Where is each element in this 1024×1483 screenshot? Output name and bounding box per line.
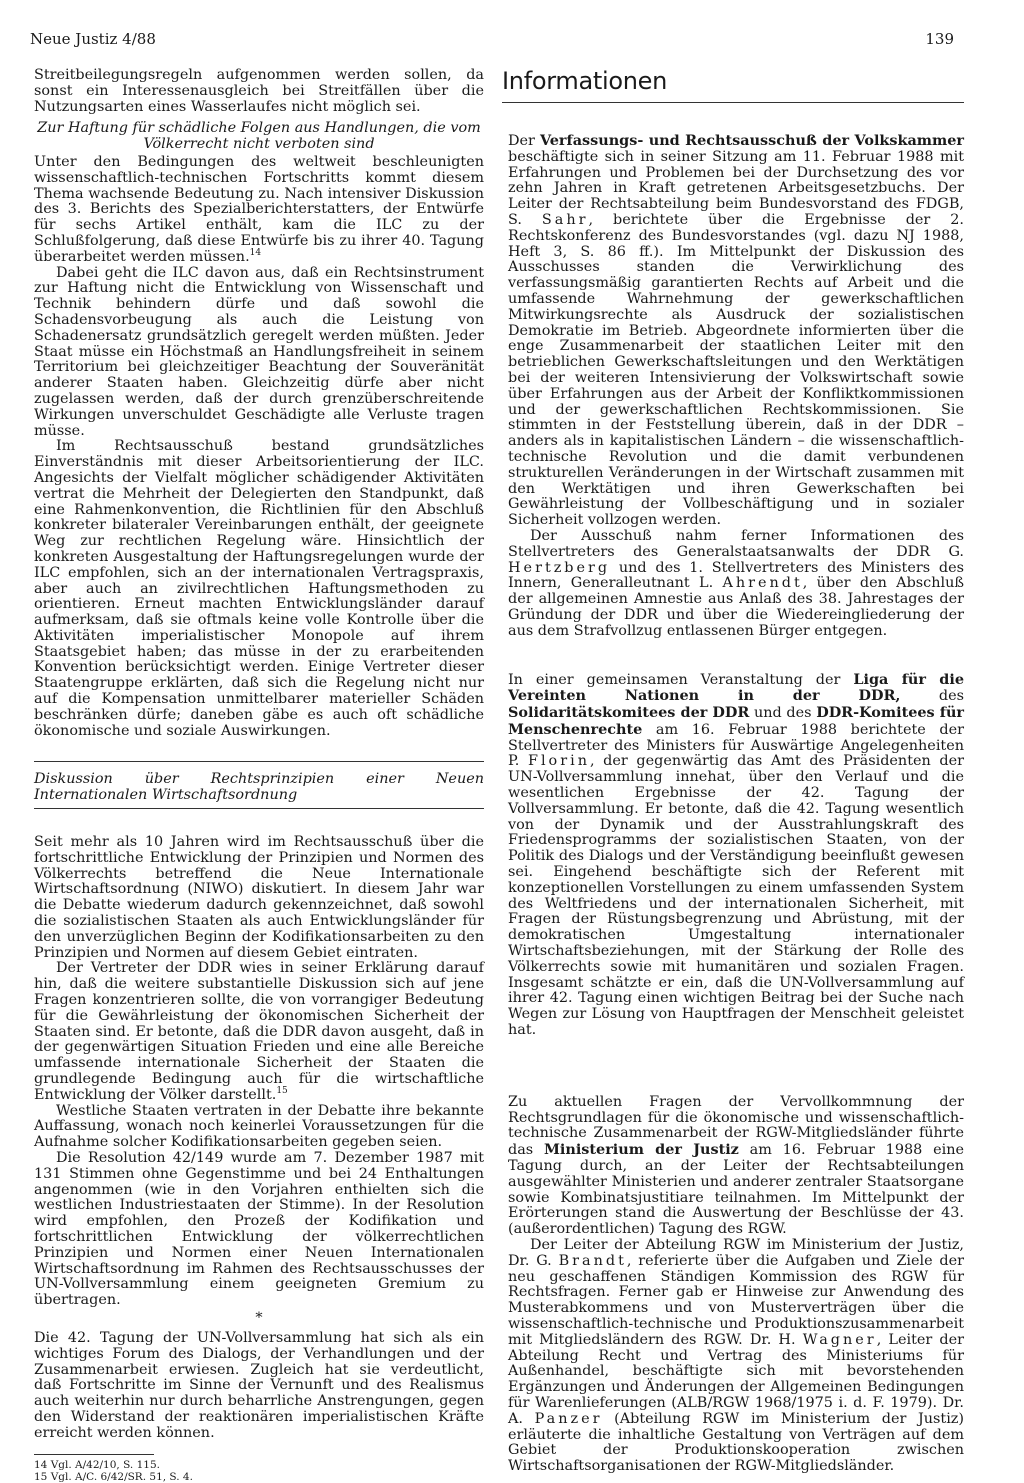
- text: am 16. Februar 1988 eine Tagung durch, an der Leiter der Rechtsabteilungen ausgewählter Ministerien und anderer zentraler Staatsorgane sowie Kombinatsjustitiare teilnahmen. Im Mittelpunkt der Erörterungen stand die Auswertung der Beschlüsse der 43. (außerordentlichen) Tagung des RGW.: [508, 1142, 964, 1238]
- person-name: Panzer: [534, 1410, 603, 1427]
- person-name: Wagner: [802, 1331, 877, 1348]
- section-heading-liability: Zur Haftung für schädliche Folgen aus Handlungen, die vom Völkerrecht nicht verboten sind: [37, 120, 481, 153]
- info-item-volkskammer: [508, 133, 964, 640]
- person-name: Sahr: [541, 211, 589, 228]
- paragraph: Im Rechtsausschuß bestand grundsätzliches Einverständnis mit dieser Arbeitsorientierung der ILC. Angesichts der Vielfalt möglicher schädigender Aktivitäten vertrat die Mehrheit der Delegierten den Standpunkt, daß eine Rahmenkonvention, die Richtlinien für den Abschluß konkreter bilateraler Vereinbarungen enthält, der geeignete Weg zur rechtlichen Regelung wäre. Hinsichtlich der konkreten Ausgestaltung der Haftungsregelungen wurde der ILC empfohlen, sich an der internationalen Vertragspraxis, aber auch an zivilrechtlichen Haftungsmethoden zu orientieren. Erneut machten Entwicklungsländer darauf aufmerksam, daß sie oftmals keine volle Kontrolle über die Aktivitäten imperialistischer Monopole auf ihrem Staatsgebiet haben; das müsse in der zu erarbeitenden Konvention berücksichtigt werden. Einige Vertreter dieser Staatengruppe erklärten, daß sich die Regelung nicht nur auf die Kompensation unmittelbarer materieller Schäden beschränken dürfe; daneben gäbe es auch oft schädliche ökonomische und soziale Auswirkungen.: [34, 438, 484, 739]
- text: am 16. Februar 1988 berichtete der Stellvertreter des Ministers für Auswärtige Angelegenheiten P.: [508, 721, 964, 770]
- text: In einer gemeinsamen Veranstaltung der: [508, 671, 854, 688]
- person-name: Florin: [527, 753, 590, 770]
- institution-name: Ministerium der Justiz: [543, 1141, 739, 1159]
- paragraph: [508, 1238, 964, 1475]
- text: Der: [508, 133, 540, 149]
- text: , berichtete über die Ergebnisse der 2. Rechtskonferenz des Bundesvorstandes (vgl. dazu NJ 1988, Heft 3, S. 86 ff.). Im Mittelpunkt der Diskussion des Ausschusses standen die Verwirklichung des verfassungsmäßig garantierten Rechts auf Arbeit und die umfassende Wahrnehmung der gewerkschaftlichen Mitwirkungsrechte als Ausdruck der sozialistischen Demokratie im Betrieb. Abgeordnete informierten über die enge Zusammenarbeit der staatlichen Leiter mit den betrieblichen Gewerkschaftsleitungen und den Werktätigen bei der weiteren Intensivierung der Volkswirtschaft sowie über Erfahrungen aus der Arbeit der Konfliktkommissionen und der gewerkschaftlichen Rechtskommissionen. Sie stimmten in der Feststellung überein, daß in der DDR – anders als in kapitalistischen Ländern – die wissenschaftlich-technische Revolution und die damit verbundenen strukturellen Veränderungen in der Wirtschaft zusammen mit den Werktätigen und ihren Gewerkschaften bei Gewährleistung der Vollbeschäftigung und in sozialer Sicherheit vollzogen werden.: [508, 211, 964, 529]
- person-name: Hertzberg: [508, 559, 611, 576]
- page-number: 139: [925, 30, 954, 48]
- text: und des 1. Stellvertreters des Ministers des Innern, Generalleutnant L.: [508, 559, 964, 592]
- person-name: Brandt: [558, 1252, 627, 1269]
- paragraph: Seit mehr als 10 Jahren wird im Rechtsausschuß über die fortschrittliche Entwicklung der Prinzipien und Normen des Völkerrechts betreffend die Neue Internationale Wirtschaftsordnung (NIWO) diskutiert. In diesem Jahr war die Debatte wiederum dadurch gekennzeichnet, daß sowohl die sozialistischen Staaten als auch Entwicklungsländer für den unverzüglichen Beginn der Kodifikationsarbeiten zu den Prinzipien und Normen auf diesem Gebiet eintraten.: [34, 834, 484, 961]
- paragraph: [508, 529, 964, 640]
- footnote-ref: 15: [276, 1086, 288, 1097]
- text: Zu aktuellen Fragen der Vervollkommnung der Rechtsgrundlagen für die ökonomische und wissenschaftlich-technische Zusammenarbeit der RGW-Mitgliedsländer führte das: [508, 1093, 964, 1159]
- paragraph: Westliche Staaten vertraten in der Debatte ihre bekannte Auffassung, wonach noch keinerlei Voraussetzungen für die Aufnahme solcher Kodifikationsarbeiten gegeben seien.: [34, 1102, 484, 1151]
- paragraph: [508, 672, 964, 1039]
- institution-name: Solidaritätskomitees der DDR: [508, 704, 750, 722]
- journal-issue: Neue Justiz 4/88: [30, 30, 156, 48]
- paragraph: [34, 155, 484, 266]
- paragraph: [508, 1095, 964, 1238]
- left-column: [34, 68, 484, 1483]
- person-name: Ahrendt: [722, 575, 803, 592]
- running-head: [30, 30, 954, 48]
- text: des: [900, 688, 964, 705]
- info-item-un-liga: [508, 672, 964, 1039]
- footnote-14: 14 Vgl. A/42/10, S. 115.: [34, 1458, 160, 1471]
- text: , der gegenwärtig das Amt des Präsidenten der UN-Vollversammlung innehat, über den Verlauf und die wesentlichen Ergebnisse der 42. Tagung der Vollversammlung. Er betonte, daß die 42. Tagung wesentlich von der Dynamik und der Ausstrahlungskraft des Friedensprogramms der sozialistischen Staaten, von der Politik des Dialogs und der Verständigung beeinflußt gewesen sei. Eingehend beschäftigte sich der Referent mit konzeptionellen Vorstellungen zu einem umfassenden System des Weltfriedens und der internationalen Sicherheit, mit Fragen der Rüstungsbegrenzung und Abrüstung, mit der demokratischen Umgestaltung internationaler Wirtschaftsbeziehungen, mit der Stärkung der Rolle des Völkerrechts sowie mit humanitären und sozialen Fragen. Insgesamt schätzte er ein, daß die UN-Vollversammlung auf ihrer 42. Tagung einen wichtigen Beitrag bei der Suche nach Wegen zur Lösung von Hauptfragen der Menschheit geleistet hat.: [508, 753, 964, 1039]
- paragraph: Die 42. Tagung der UN-Vollversammlung hat sich als ein wichtiges Forum des Dialogs, der Verhandlungen und der Zusammenarbeit erwiesen. Zugleich hat sie verdeutlicht, daß Fortschritte im Sinne der Vernunft und des Realismus auch weiterhin nur durch beharrliche Anstrengungen, gegen den Widerstand der reaktionären imperialistischen Kräfte erreicht werden können.: [34, 1329, 484, 1441]
- info-item-justiz: [508, 1095, 964, 1475]
- footnote-ref: 14: [249, 247, 262, 258]
- paragraph: [34, 961, 484, 1103]
- paragraph-text: Der Vertreter der DDR wies in seiner Erklärung darauf hin, daß die weitere substantielle Diskussion sich auf jene Fragen konzentrieren sollte, die von vorrangiger Bedeutung für die Gewährleistung der ökonomischen Sicherheit der Staaten sind. Er betonte, daß die DDR davon ausgeht, daß in der gegenwärtigen Situation Frieden und eine alle Bereiche umfassende internationale Sicherheit der Staaten die grundlegende Bedingung auch für die wirtschaftliche Entwicklung der Völker darstellt.: [34, 960, 484, 1103]
- text: beschäftigte sich in seiner Sitzung am 11. Februar 1988 mit Erfahrungen und Problemen bei der Durchsetzung des vor zehn Jahren in Kraft getretenen Arbeitsgesetzbuchs. Der Leiter der Rechtsabteilung beim Bundesvorstand des FDGB, S.: [508, 148, 964, 228]
- text: Der Leiter der Abteilung RGW im Ministerium der Justiz, Dr. G.: [508, 1237, 964, 1269]
- text: , referierte über die Aufgaben und Ziele der neu geschaffenen Ständigen Kommission des RGW für Rechtsfragen. Ferner gab er Hinweise zur Anwendung des Musterabkommens und von Musterverträgen über die wissenschaftlich-technische und Produktionszusammenarbeit mit Mitgliedsländern des RGW. Dr. H.: [508, 1252, 964, 1348]
- text: , über den Abschluß der allgemeinen Amnestie aus Anlaß des 38. Jahrestages der Gründung der DDR und über die Wiedereingliederung der aus dem Strafvollzug entlassenen Bürger entgegen.: [508, 575, 964, 639]
- section-separator: *: [255, 1309, 263, 1326]
- text: , Leiter der Abteilung Recht und Vertrag des Ministeriums für Außenhandel, beschäftigte sich mit bevorstehenden Ergänzungen und Änderungen der Allgemeinen Bedingungen für Warenlieferungen (ALB/RGW 1968/1975 i. d. F. 1979). Dr. A.: [508, 1331, 965, 1427]
- right-column: [502, 67, 965, 1475]
- institution-name: Liga für die Vereinten Nationen in der DDR,: [508, 670, 964, 705]
- text: Der Ausschuß nahm ferner Informationen des Stellvertreters des Generalstaatsanwalts der DDR G.: [508, 527, 964, 560]
- footnote-15: 15 Vgl. A/C. 6/42/SR. 51, S. 4.: [34, 1470, 193, 1483]
- paragraph-text: Unter den Bedingungen des weltweit beschleunigten wissenschaftlich-technischen Fortschritts kommt diesem Thema wachsende Bedeutung zu. Nach intensiver Diskussion des 3. Berichts des Spezialberichterstatters, der Entwürfe für sechs Artikel enthält, kam die ILC zu der Schlußfolgerung, daß diese Entwürfe bis zu ihrer 40. Tagung überarbeitet werden müssen.: [34, 153, 484, 265]
- paragraph: [508, 133, 964, 529]
- text: und des: [749, 705, 817, 722]
- section-heading-niwo: Diskussion über Rechtsprinzipien einer Neuen Internationalen Wirtschaftsordnung: [34, 761, 484, 809]
- institution-name: Verfassungs- und Rechtsausschuß der Volkskammer: [539, 132, 964, 149]
- text: (Abteilung RGW im Ministerium der Justiz) erläuterte die inhaltliche Gestaltung von Verträgen auf dem Gebiet der Produktionskooperation zwischen Wirtschaftsorganisationen der RGW-Mitgliedsländer.: [508, 1410, 965, 1475]
- institution-name: DDR-Komitees für Menschenrechte: [508, 704, 964, 738]
- paragraph: Die Resolution 42/149 wurde am 7. Dezember 1987 mit 131 Stimmen ohne Gegenstimme und bei 24 Enthaltungen angenommen (wie in den Vorjahren enthielten sich die westlichen Industriestaaten der Stimme). In der Resolution wird empfohlen, den Prozeß der Kodifikation und fortschrittlichen Entwicklung der völkerrechtlichen Prinzipien und Normen einer Neuen Internationalen Wirtschaftsordnung im Rahmen des Rechtsausschusses der UN-Vollversammlung einem geeigneten Gremium zu übertragen.: [34, 1150, 484, 1309]
- paragraph: Dabei geht die ILC davon aus, daß ein Rechtsinstrument zur Haftung nicht die Entwicklung von Wissenschaft und Technik behindern dürfe und daß sowohl die Schadensvorbeugung als auch die Leistung von Schadenersatz grundsätzlich geregelt werden müßten. Jeder Staat müsse ein Höchstmaß an Handlungsfreiheit in seinem Territorium bei gleichzeitiger Beachtung der Souveränität anderer Staaten haben. Gleichzeitig dürfe aber nicht zugelassen werden, daß der durch grenzüberschreitende Wirkungen unverschuldet Geschädigte alle Verluste tragen müsse.: [34, 264, 484, 439]
- paragraph: Streitbeilegungsregeln aufgenommen werden sollen, da sonst ein Interessenausgleich bei Streitfällen über die Nutzungsarten eines Wasserlaufes nicht möglich sei.: [34, 67, 484, 115]
- section-title: Informationen: [502, 68, 964, 103]
